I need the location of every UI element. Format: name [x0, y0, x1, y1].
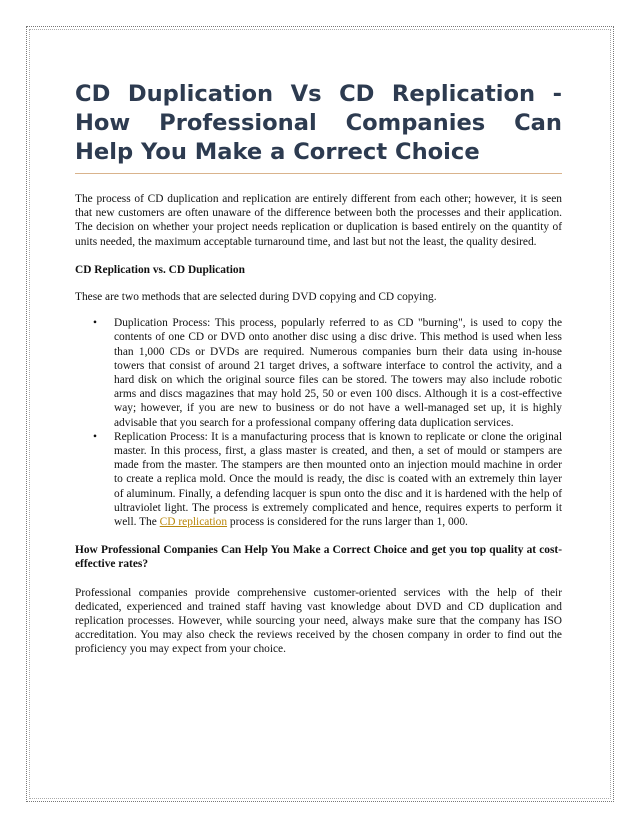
list-item-duplication: • Duplication Process: This process, popularly referred to as CD "burning", is used to copy the contents of one CD or DVD onto another disc using a disc drive. This method is used when less than 1,000 CDs or DVDs are required. Numerous companies burn their data using in-house towers that consist of around 21 target drives, a software interface to control the activity, and a hard disk on which the original source files can be stored. The towers may also include robotic arms and discs magazines that may hold 25, 50 or even 100 discs. Although it is a cost-effective way; however, if you are new to business or do not have a well-managed set up, it is highly advisable that you search for a professional company offering data duplication services.	[114, 316, 562, 430]
replication-text-after-link: process is considered for the runs larger than 1, 000.	[227, 516, 468, 529]
process-list	[75, 316, 562, 529]
document-body	[75, 80, 562, 657]
list-item-replication	[114, 430, 562, 529]
section-heading-replication-vs-duplication: CD Replication vs. CD Duplication	[75, 263, 245, 276]
section-heading-professional-companies: How Professional Companies Can Help You Make a Correct Choice and get you top quality at cost-effective rates?	[75, 544, 562, 571]
methods-paragraph: These are two methods that are selected during DVD copying and CD copying.	[75, 291, 437, 304]
closing-paragraph: Professional companies provide comprehensive customer-oriented services with the help of their dedicated, experienced and trained staff having vast knowledge about DVD and CD duplication and replication processes. However, while sourcing your need, always make sure that the company has ISO accreditation. You may also check the reviews received by the chosen company in order to find out the proficiency you may expect from your choice.	[75, 586, 562, 656]
intro-paragraph: The process of CD duplication and replication are entirely different from each other; however, it is seen that new customers are often unaware of the difference between both the processes and their application. The decision on whether your project needs replication or duplication is based entirely on the quantity of units needed, the maximum acceptable turnaround time, and last but not the least, the quality desired.	[75, 193, 562, 248]
document-title: CD Duplication Vs CD Replication - How Professional Companies Can Help You Make a Correct Choice	[75, 80, 562, 174]
cd-replication-link[interactable]: CD replication	[159, 516, 228, 529]
replication-text-before-link: Replication Process: It is a manufacturing process that is known to replicate or clone the original master. In this process, first, a glass master is created, and then, a set of mould or stampers are made from the master. The stampers are then mounted onto an injection mould machine in order to create a replica mold. Once the mould is ready, the disc is coated with an extremely thin layer of aluminum. Finally, a defending lacquer is spun onto the disc and it is hardened with the help of ultraviolet light. The process is extremely complicated and hence, requires experts to perform it well. The	[114, 430, 562, 529]
